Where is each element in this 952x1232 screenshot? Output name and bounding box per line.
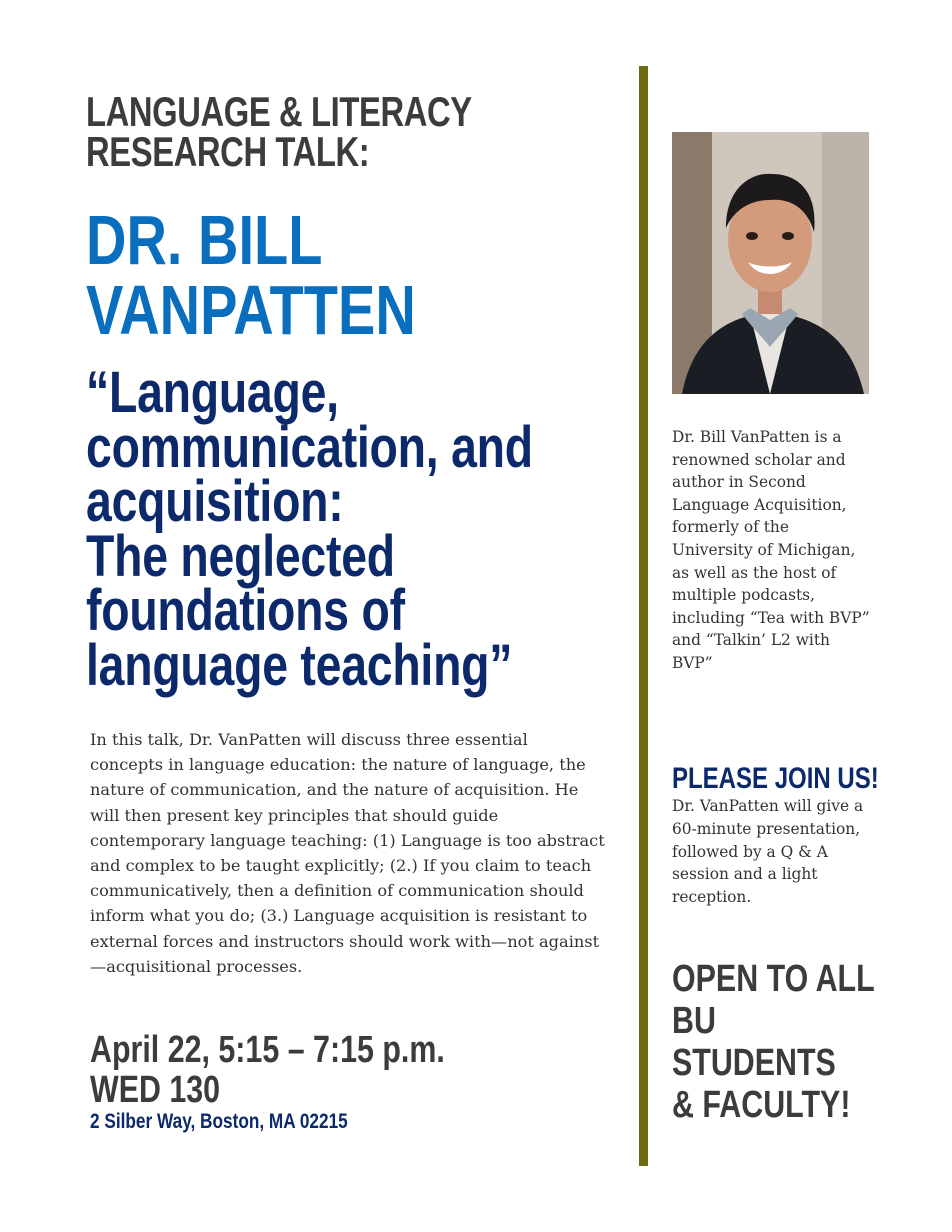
- audience-line: STUDENTS: [672, 1042, 836, 1084]
- talk-title-line: “Language,: [86, 360, 339, 425]
- speaker-name-line-1: DR. BILL: [86, 201, 323, 279]
- talk-title-line: foundations of: [86, 578, 405, 643]
- speaker-name-line-2: VANPATTEN: [86, 271, 416, 349]
- event-when-where: [90, 1030, 534, 1110]
- speaker-photo: [672, 132, 869, 394]
- speaker-portrait-illustration: [672, 132, 869, 394]
- audience-line: OPEN TO ALL: [672, 958, 875, 1000]
- audience-line: BU: [672, 1000, 716, 1042]
- column-divider: [639, 66, 648, 1166]
- talk-title-line: language teaching”: [86, 632, 513, 698]
- heading-line-1: LANGUAGE & LITERACY: [86, 88, 472, 135]
- talk-title-line: acquisition:: [86, 469, 344, 534]
- join-description: Dr. VanPatten will give a 60-minute presentation, followed by a Q & A session and a light reception.: [672, 797, 864, 907]
- talk-title-line: communication, and: [86, 414, 533, 480]
- talk-title: [86, 360, 645, 698]
- heading-line-2: RESEARCH TALK:: [86, 128, 370, 175]
- event-address: 2 Silber Way, Boston, MA 02215: [90, 1110, 348, 1133]
- speaker-bio: Dr. Bill VanPatten is a renowned scholar and author in Second Language Acquisition, formerly of the University of Michigan, as well as the host of multiple podcasts, including “Tea with BVP” and “Talkin’ L2 with BVP”: [672, 428, 870, 672]
- audience-note: [672, 958, 925, 1126]
- event-room: WED 130: [90, 1069, 221, 1111]
- join-heading: PLEASE JOIN US!: [672, 762, 879, 795]
- talk-abstract: In this talk, Dr. VanPatten will discuss three essential concepts in language education: the nature of language, the nature of communication, and the nature of acquisition. He will then present key principles that should guide contemporary language teaching: (1) Language is too abstract and complex to be taught explicitly; (2.) If you claim to teach communicatively, then a definition of communication should inform what you do; (3.) Language acquisition is resistant to external forces and instructors should work with—not against—acquisitional processes.: [90, 730, 605, 976]
- event-datetime: April 22, 5:15 – 7:15 p.m.: [90, 1029, 445, 1071]
- speaker-name: [86, 201, 498, 349]
- audience-line: & FACULTY!: [672, 1084, 851, 1126]
- talk-title-line: The neglected: [86, 523, 395, 589]
- event-series-heading: [86, 88, 581, 175]
